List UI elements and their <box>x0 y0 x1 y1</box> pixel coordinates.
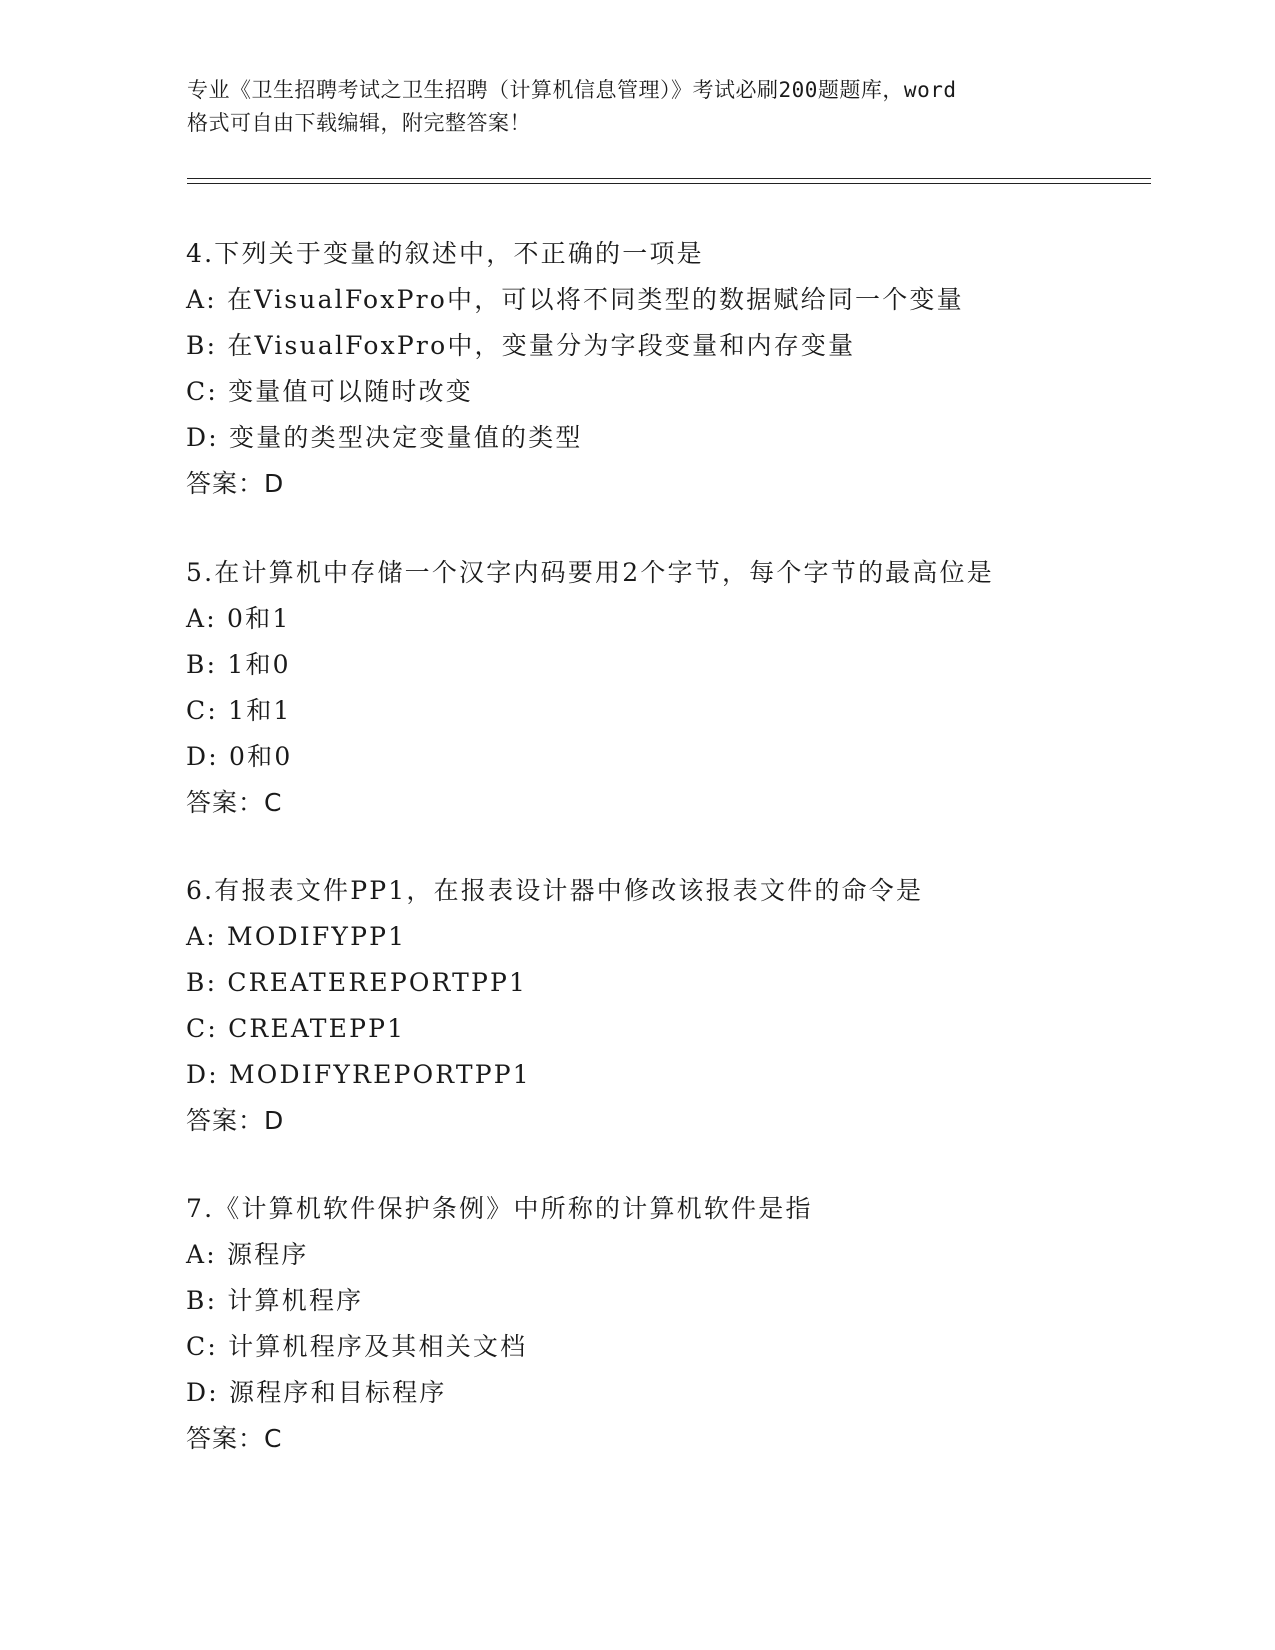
option-d: D: 0和0 <box>186 742 293 771</box>
option-b: B: CREATEREPORTPP1 <box>186 968 528 997</box>
option-a: A: 0和1 <box>186 604 291 633</box>
answer-label: 答案：C <box>186 1424 283 1453</box>
option-c: C: 变量值可以随时改变 <box>186 377 473 406</box>
option-d: D: 源程序和目标程序 <box>186 1378 447 1407</box>
option-b: B: 1和0 <box>186 650 291 679</box>
question-stem: 5.在计算机中存储一个汉字内码要用2个字节，每个字节的最高位是 <box>186 558 994 587</box>
answer-label: 答案：C <box>186 788 283 817</box>
question-stem: 4.下列关于变量的叙述中，不正确的一项是 <box>186 239 704 268</box>
question-block <box>186 550 1146 826</box>
answer-label: 答案：D <box>186 469 285 498</box>
option-b: B: 在VisualFoxPro中，变量分为字段变量和内存变量 <box>186 331 856 360</box>
question-block <box>186 231 1146 507</box>
header-divider-top <box>187 178 1151 179</box>
option-c: C: CREATEPP1 <box>186 1014 406 1043</box>
answer-label: 答案：D <box>186 1106 285 1135</box>
option-d: D: MODIFYREPORTPP1 <box>186 1060 531 1089</box>
option-a: A: MODIFYPP1 <box>186 922 407 951</box>
option-c: C: 计算机程序及其相关文档 <box>186 1332 528 1361</box>
header-divider-bottom <box>187 183 1151 184</box>
question-block <box>186 1186 1146 1462</box>
option-d: D: 变量的类型决定变量值的类型 <box>186 423 583 452</box>
option-c: C: 1和1 <box>186 696 292 725</box>
option-a: A: 在VisualFoxPro中，可以将不同类型的数据赋给同一个变量 <box>186 285 964 314</box>
header-line-1: 专业《卫生招聘考试之卫生招聘（计算机信息管理）》考试必刷200题题库，word <box>187 78 957 102</box>
question-stem: 7.《计算机软件保护条例》中所称的计算机软件是指 <box>186 1194 813 1223</box>
header-line-2: 格式可自由下载编辑，附完整答案！ <box>187 111 531 135</box>
question-block <box>186 868 1146 1144</box>
document-header <box>187 74 1087 140</box>
option-a: A: 源程序 <box>186 1240 309 1269</box>
question-stem: 6.有报表文件PP1，在报表设计器中修改该报表文件的命令是 <box>186 876 924 905</box>
option-b: B: 计算机程序 <box>186 1286 364 1315</box>
